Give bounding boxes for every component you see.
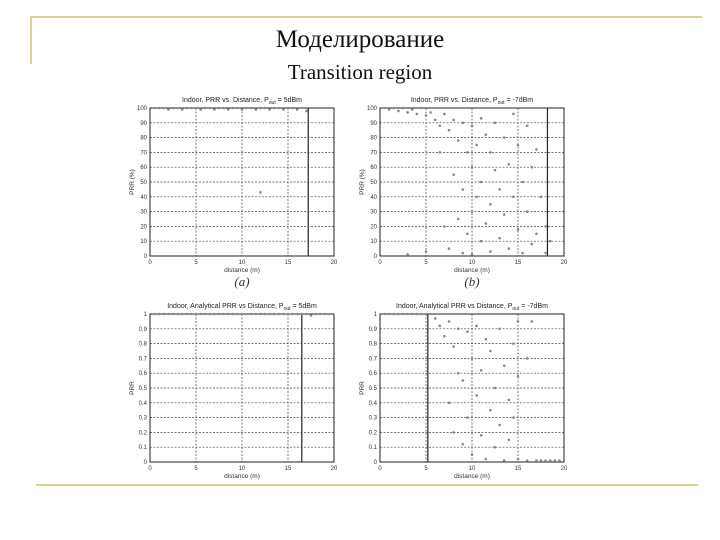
x-tick-label: 10 xyxy=(468,260,476,266)
data-point xyxy=(310,314,313,317)
x-tick-label: 20 xyxy=(560,260,568,266)
data-point xyxy=(549,459,552,462)
data-point xyxy=(218,313,221,316)
data-point xyxy=(494,122,497,125)
data-point xyxy=(241,108,244,111)
data-point xyxy=(498,424,501,427)
data-point xyxy=(549,240,552,243)
data-point xyxy=(452,345,455,348)
y-tick-label: 0.1 xyxy=(368,445,377,452)
data-point xyxy=(512,416,515,419)
chart-2 xyxy=(359,97,568,289)
data-point xyxy=(526,357,529,360)
data-point xyxy=(508,163,511,166)
x-tick-label: 10 xyxy=(238,466,246,472)
data-point xyxy=(420,313,423,316)
data-point xyxy=(457,328,460,331)
x-axis-label: distance (m) xyxy=(224,267,260,274)
data-point xyxy=(531,166,534,169)
data-point xyxy=(544,252,547,255)
data-point xyxy=(508,439,511,442)
data-point xyxy=(439,325,442,328)
data-point xyxy=(457,218,460,221)
y-tick-label: 30 xyxy=(140,209,147,216)
data-point xyxy=(498,328,501,331)
y-tick-label: 80 xyxy=(370,135,377,142)
slide-title: Моделирование xyxy=(275,26,445,53)
y-tick-label: 1 xyxy=(373,312,377,318)
y-tick-label: 0 xyxy=(143,254,147,260)
data-point xyxy=(443,225,446,228)
data-point xyxy=(462,122,465,125)
x-tick-label: 15 xyxy=(514,260,522,266)
data-point xyxy=(245,107,248,110)
x-tick-label: 0 xyxy=(148,260,152,266)
data-point xyxy=(397,313,400,316)
data-point xyxy=(558,459,561,462)
x-tick-label: 0 xyxy=(148,466,152,472)
data-point xyxy=(540,196,543,199)
data-point xyxy=(443,335,446,338)
data-point xyxy=(554,459,557,462)
data-point xyxy=(319,313,322,316)
data-point xyxy=(287,107,290,110)
data-point xyxy=(296,108,299,111)
data-point xyxy=(273,313,276,316)
data-point xyxy=(204,107,207,110)
x-tick-label: 15 xyxy=(284,466,292,472)
data-point xyxy=(186,107,189,110)
data-point xyxy=(425,313,428,316)
data-point xyxy=(218,107,221,110)
data-point xyxy=(466,233,469,236)
data-point xyxy=(466,330,469,333)
data-point xyxy=(291,313,294,316)
y-tick-label: 0 xyxy=(373,460,377,466)
chart-title-subscript: out xyxy=(268,100,276,106)
data-point xyxy=(517,144,520,147)
data-point xyxy=(411,313,414,316)
data-point xyxy=(443,113,446,116)
data-point xyxy=(494,169,497,172)
data-point xyxy=(416,313,419,316)
data-point xyxy=(448,129,451,132)
data-point xyxy=(448,247,451,250)
data-point xyxy=(167,313,170,316)
data-point xyxy=(268,108,271,111)
chart-title-main: Indoor, PRR vs. Distance, P xyxy=(410,97,498,104)
data-point xyxy=(429,111,432,114)
data-point xyxy=(471,124,474,127)
data-point xyxy=(176,313,179,316)
data-point xyxy=(475,325,478,328)
chart-title-tail: = 5dBm xyxy=(275,97,302,104)
data-point xyxy=(462,188,465,191)
data-point xyxy=(521,181,524,184)
data-point xyxy=(153,107,156,110)
data-point xyxy=(503,365,506,368)
data-point xyxy=(471,210,474,213)
slide-subtitle: Transition region xyxy=(287,60,433,84)
data-point xyxy=(176,107,179,110)
data-point xyxy=(259,313,262,316)
data-point xyxy=(480,369,483,372)
data-point xyxy=(480,240,483,243)
data-point xyxy=(158,107,161,110)
x-tick-label: 0 xyxy=(378,466,382,472)
y-tick-label: 80 xyxy=(140,135,147,142)
x-tick-label: 5 xyxy=(424,260,428,266)
y-axis-label: PRR xyxy=(359,381,366,395)
data-point xyxy=(439,124,442,127)
data-point xyxy=(255,108,258,111)
data-point xyxy=(282,313,285,316)
data-point xyxy=(209,313,212,316)
data-point xyxy=(508,247,511,250)
data-point xyxy=(471,253,474,256)
data-point xyxy=(259,191,262,194)
data-point xyxy=(480,434,483,437)
x-axis-label: distance (m) xyxy=(454,267,490,274)
y-tick-label: 0.3 xyxy=(138,415,147,422)
data-point xyxy=(163,107,166,110)
data-point xyxy=(434,317,437,320)
y-tick-label: 10 xyxy=(370,239,377,246)
data-point xyxy=(517,375,520,378)
data-point xyxy=(388,313,391,316)
x-tick-label: 5 xyxy=(194,466,198,472)
y-tick-label: 90 xyxy=(370,120,377,127)
data-point xyxy=(181,313,184,316)
data-point xyxy=(406,253,409,256)
data-point xyxy=(508,399,511,402)
y-tick-label: 0.3 xyxy=(368,415,377,422)
x-tick-label: 15 xyxy=(284,260,292,266)
data-point xyxy=(448,320,451,323)
data-point xyxy=(383,313,386,316)
data-point xyxy=(158,313,161,316)
chart-1 xyxy=(129,97,338,289)
y-tick-label: 0.8 xyxy=(138,341,147,348)
x-tick-label: 5 xyxy=(194,260,198,266)
data-point xyxy=(535,233,538,236)
data-point xyxy=(163,313,166,316)
data-point xyxy=(457,139,460,142)
data-point xyxy=(222,313,225,316)
data-point xyxy=(512,113,515,116)
data-point xyxy=(190,313,193,316)
data-point xyxy=(393,107,396,110)
x-axis-label: distance (m) xyxy=(224,473,260,480)
data-point xyxy=(489,350,492,353)
data-point xyxy=(517,320,520,323)
data-point xyxy=(264,107,267,110)
data-point xyxy=(199,108,202,111)
data-point xyxy=(494,387,497,390)
data-point xyxy=(494,446,497,449)
data-point xyxy=(402,313,405,316)
chart-4 xyxy=(359,303,568,480)
data-point xyxy=(278,313,281,316)
data-point xyxy=(416,113,419,116)
data-point xyxy=(204,313,207,316)
data-point xyxy=(512,196,515,199)
y-tick-label: 20 xyxy=(140,224,147,231)
chart-title-subscript: out xyxy=(283,306,291,312)
data-point xyxy=(471,166,474,169)
x-tick-label: 15 xyxy=(514,466,522,472)
chart-title-main: Indoor, PRR vs. Distance, P xyxy=(182,97,269,104)
data-point xyxy=(259,107,262,110)
chart-title-subscript: out xyxy=(512,306,520,312)
data-point xyxy=(181,108,184,111)
y-tick-label: 70 xyxy=(140,150,147,157)
data-point xyxy=(388,108,391,111)
data-point xyxy=(462,443,465,446)
y-tick-label: 0.5 xyxy=(368,386,377,392)
y-tick-label: 1 xyxy=(143,312,147,318)
chart-title-main: Indoor, Analytical PRR vs Distance, P xyxy=(396,303,513,310)
data-point xyxy=(485,458,488,461)
chart-3 xyxy=(129,303,338,480)
data-point xyxy=(498,237,501,240)
data-point xyxy=(213,313,216,316)
data-point xyxy=(301,313,304,316)
y-tick-label: 30 xyxy=(370,209,377,216)
data-point xyxy=(153,313,156,316)
y-tick-label: 20 xyxy=(370,224,377,231)
data-point xyxy=(195,313,198,316)
chart-title-tail: = -7dBm xyxy=(519,303,548,310)
data-point xyxy=(489,203,492,206)
data-point xyxy=(291,107,294,110)
data-point xyxy=(287,313,290,316)
data-point xyxy=(462,379,465,382)
data-point xyxy=(503,459,506,462)
y-tick-label: 0.5 xyxy=(138,386,147,392)
data-point xyxy=(420,107,423,110)
data-point xyxy=(425,250,428,253)
data-point xyxy=(301,107,304,110)
data-point xyxy=(402,107,405,110)
data-point xyxy=(434,119,437,122)
y-tick-label: 70 xyxy=(370,150,377,157)
y-axis-label: PRR (%) xyxy=(129,169,136,195)
data-point xyxy=(264,313,267,316)
data-point xyxy=(485,338,488,341)
chart-title xyxy=(396,303,548,312)
data-point xyxy=(540,459,543,462)
data-point xyxy=(452,173,455,176)
data-point xyxy=(526,459,529,462)
data-point xyxy=(425,114,428,117)
y-tick-label: 0.7 xyxy=(138,356,147,363)
data-point xyxy=(475,144,478,147)
data-point xyxy=(544,459,547,462)
data-point xyxy=(186,313,189,316)
data-point xyxy=(227,313,230,316)
data-point xyxy=(167,108,170,111)
data-point xyxy=(517,458,520,461)
y-tick-label: 0 xyxy=(143,460,147,466)
data-point xyxy=(328,313,331,316)
data-point xyxy=(245,313,248,316)
y-tick-label: 0.8 xyxy=(368,341,377,348)
data-point xyxy=(314,313,317,316)
data-point xyxy=(397,110,400,113)
data-point xyxy=(172,313,175,316)
data-point xyxy=(232,107,235,110)
data-point xyxy=(241,313,244,316)
data-point xyxy=(439,151,442,154)
data-point xyxy=(498,188,501,191)
y-tick-label: 0.2 xyxy=(138,430,147,437)
x-tick-label: 20 xyxy=(560,466,568,472)
data-point xyxy=(471,357,474,360)
y-tick-label: 0.9 xyxy=(368,326,377,333)
data-point xyxy=(475,196,478,199)
data-point xyxy=(544,225,547,228)
data-point xyxy=(466,151,469,154)
x-tick-label: 10 xyxy=(468,466,476,472)
data-point xyxy=(452,431,455,434)
data-point xyxy=(209,107,212,110)
y-tick-label: 50 xyxy=(370,180,377,186)
y-tick-label: 10 xyxy=(140,239,147,246)
data-point xyxy=(526,124,529,127)
data-point xyxy=(535,148,538,151)
y-tick-label: 40 xyxy=(140,194,147,201)
data-point xyxy=(406,111,409,114)
data-point xyxy=(296,313,299,316)
y-tick-label: 100 xyxy=(366,106,377,112)
y-tick-label: 0.9 xyxy=(138,326,147,333)
data-point xyxy=(531,243,534,246)
y-tick-label: 0.7 xyxy=(368,356,377,363)
chart-title xyxy=(167,303,317,312)
y-tick-label: 0.2 xyxy=(368,430,377,437)
data-point xyxy=(485,222,488,225)
data-point xyxy=(232,313,235,316)
x-tick-label: 10 xyxy=(238,260,246,266)
chart-title xyxy=(411,97,533,106)
data-point xyxy=(406,313,409,316)
data-point xyxy=(521,252,524,255)
data-point xyxy=(172,107,175,110)
y-axis-label: PRR xyxy=(129,381,136,395)
data-point xyxy=(485,133,488,136)
data-point xyxy=(324,313,327,316)
data-point xyxy=(393,313,396,316)
y-tick-label: 0.4 xyxy=(368,400,377,407)
data-point xyxy=(236,313,239,316)
y-axis-label: PRR (%) xyxy=(359,169,366,195)
y-tick-label: 60 xyxy=(370,165,377,172)
x-axis-label: distance (m) xyxy=(454,473,490,480)
data-point xyxy=(255,313,258,316)
chart-title xyxy=(182,97,302,106)
x-tick-label: 20 xyxy=(330,260,338,266)
data-point xyxy=(282,108,285,111)
data-point xyxy=(489,151,492,154)
data-point xyxy=(471,453,474,456)
y-tick-label: 90 xyxy=(140,120,147,127)
y-tick-label: 0.4 xyxy=(138,400,147,407)
x-tick-label: 5 xyxy=(424,466,428,472)
y-tick-label: 50 xyxy=(140,180,147,186)
data-point xyxy=(227,108,230,111)
data-point xyxy=(517,228,520,231)
chart-title-subscript: out xyxy=(497,100,505,106)
chart-title-main: Indoor, Analytical PRR vs Distance, P xyxy=(167,303,284,310)
data-point xyxy=(268,313,271,316)
data-point xyxy=(305,313,308,316)
chart-title-tail: = -7dBm xyxy=(504,97,534,104)
data-point xyxy=(503,213,506,216)
y-tick-label: 100 xyxy=(136,106,147,112)
data-point xyxy=(475,394,478,397)
data-point xyxy=(448,402,451,405)
data-point xyxy=(195,107,198,110)
chart-caption: (a) xyxy=(234,274,250,289)
data-point xyxy=(489,409,492,412)
chart-title-tail: = 5dBm xyxy=(290,303,317,310)
y-tick-label: 0 xyxy=(373,254,377,260)
data-point xyxy=(480,181,483,184)
data-point xyxy=(452,119,455,122)
data-point xyxy=(213,108,216,111)
data-point xyxy=(236,107,239,110)
y-tick-label: 60 xyxy=(140,165,147,172)
data-point xyxy=(190,107,193,110)
data-point xyxy=(480,117,483,120)
data-point xyxy=(462,252,465,255)
data-point xyxy=(526,210,529,213)
data-point xyxy=(222,107,225,110)
data-point xyxy=(457,372,460,375)
data-point xyxy=(273,107,276,110)
data-point xyxy=(199,313,202,316)
x-tick-label: 20 xyxy=(330,466,338,472)
data-point xyxy=(278,107,281,110)
y-tick-label: 0.6 xyxy=(138,371,147,378)
data-point xyxy=(531,320,534,323)
data-point xyxy=(535,459,538,462)
y-tick-label: 0.1 xyxy=(138,445,147,452)
chart-caption: (b) xyxy=(464,274,480,289)
data-point xyxy=(489,250,492,253)
y-tick-label: 40 xyxy=(370,194,377,201)
data-point xyxy=(503,136,506,139)
data-point xyxy=(250,107,253,110)
data-point xyxy=(250,313,253,316)
data-point xyxy=(411,108,414,111)
x-tick-label: 0 xyxy=(378,260,382,266)
data-point xyxy=(383,107,386,110)
data-point xyxy=(466,416,469,419)
data-point xyxy=(512,342,515,345)
y-tick-label: 0.6 xyxy=(368,371,377,378)
data-point xyxy=(305,110,308,113)
